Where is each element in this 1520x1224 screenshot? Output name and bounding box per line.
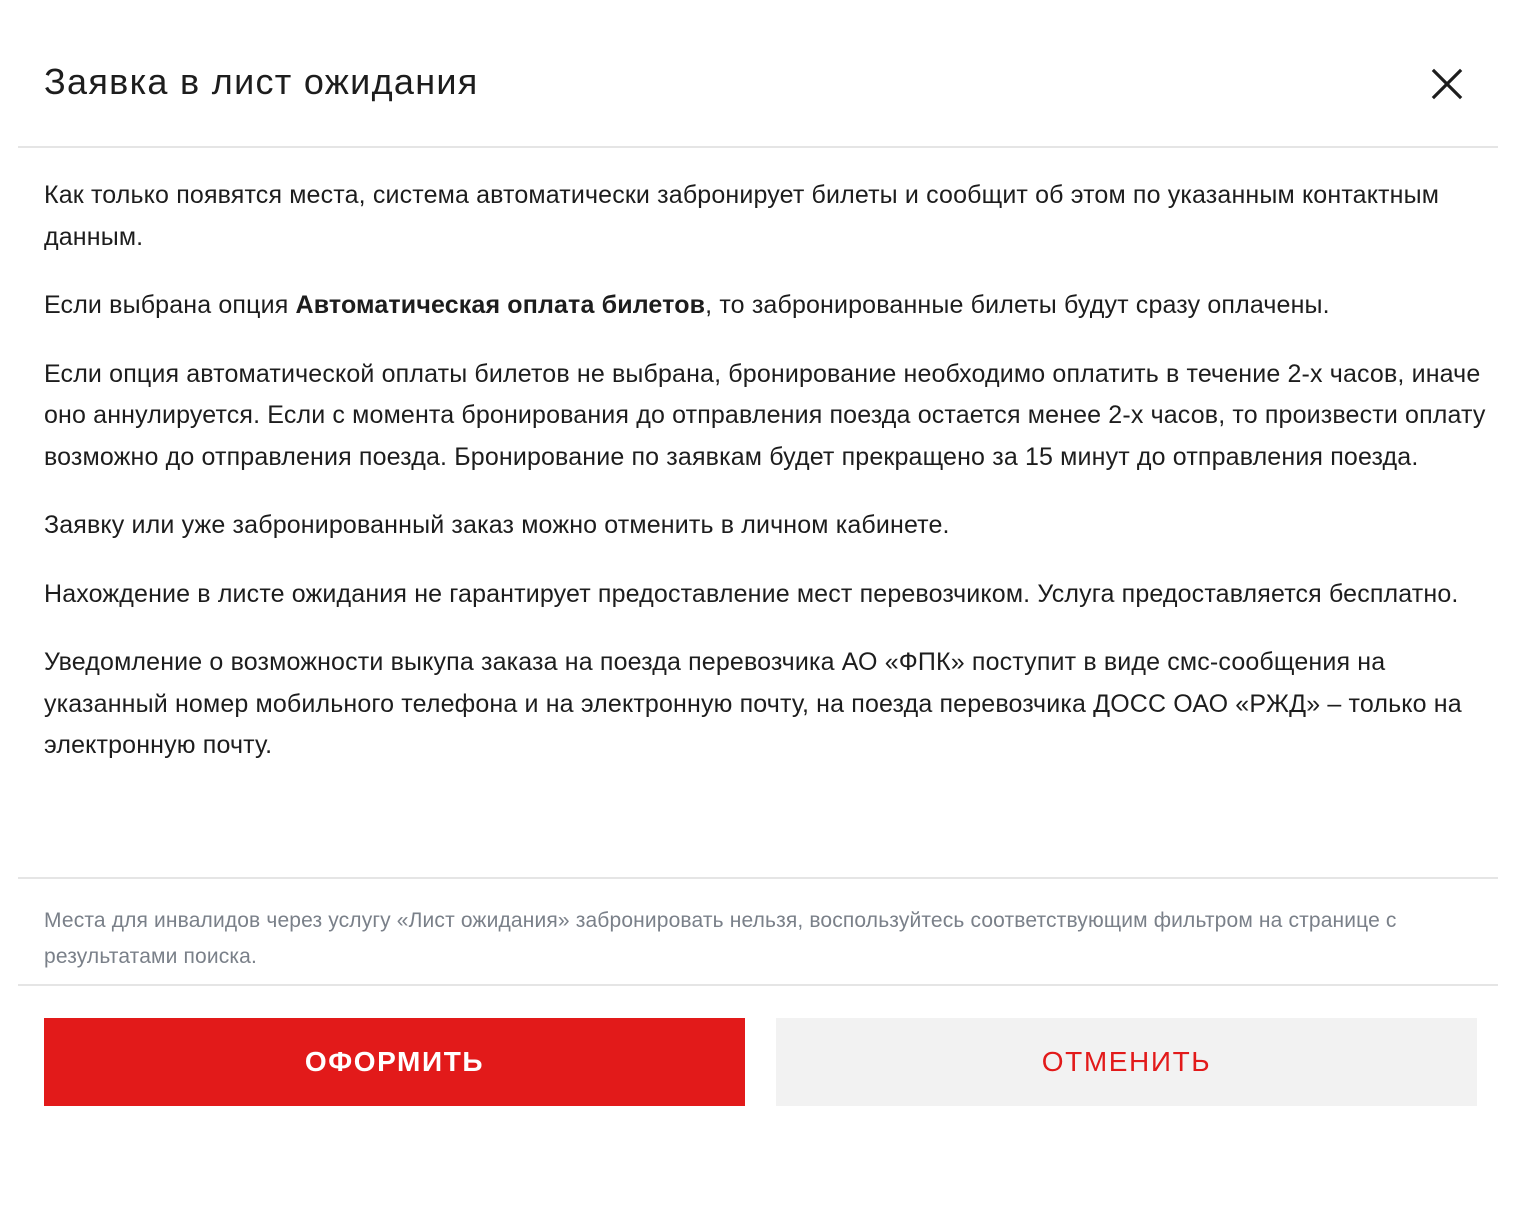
close-icon — [1418, 56, 1474, 112]
info-paragraph-notification: Уведомление о возможности выкупа заказа на поезда перевозчика АО «ФПК» поступит в виде смс-сообщения на указанный номер мобильного телефона и на электронную почту, на поезда перевозчика ДОСС ОАО «РЖД» – только на электронную почту. — [44, 648, 1462, 759]
info-paragraph-payment-deadline: Если опция автоматической оплаты билетов не выбрана, бронирование необходимо оплатить в течение 2-х часов, иначе оно аннулируется. Если с момента бронирования до отправления поезда остается менее 2-х часов, то произвести оплату возможно до отправления поезда. Бронирование по заявкам будет прекращено за 15 минут до отправления поезда. — [44, 359, 1486, 471]
header-divider — [18, 146, 1498, 148]
info-paragraph-no-guarantee: Нахождение в листе ожидания не гарантирует предоставление мест перевозчиком. Услуга предоставляется бесплатно. — [44, 579, 1459, 608]
close-button[interactable] — [1418, 56, 1474, 112]
modal-title: Заявка в лист ожидания — [44, 61, 479, 102]
paragraph-text: Если выбрана опция — [44, 291, 296, 319]
cancel-button[interactable]: ОТМЕНИТЬ — [776, 1018, 1477, 1106]
paragraph-text: , то забронированные билеты будут сразу оплачены. — [705, 291, 1330, 319]
disabled-seats-note: Места для инвалидов через услугу «Лист ожидания» забронировать нельзя, воспользуйтесь соответствующим фильтром на странице с результатами поиска. — [44, 909, 1397, 968]
info-paragraph-auto-booking: Как только появятся места, система автоматически забронирует билеты и сообщит об этом по указанным контактным данным. — [44, 181, 1440, 251]
auto-payment-option-name: Автоматическая оплата билетов — [295, 291, 706, 319]
body-divider — [18, 877, 1498, 879]
info-paragraph-auto-payment — [44, 285, 1486, 327]
submit-button[interactable]: ОФОРМИТЬ — [44, 1018, 745, 1106]
footer-divider — [18, 984, 1498, 986]
info-paragraph-cancellation: Заявку или уже забронированный заказ можно отменить в личном кабинете. — [44, 511, 950, 539]
modal-header — [0, 0, 1520, 146]
modal-body — [44, 175, 1486, 794]
